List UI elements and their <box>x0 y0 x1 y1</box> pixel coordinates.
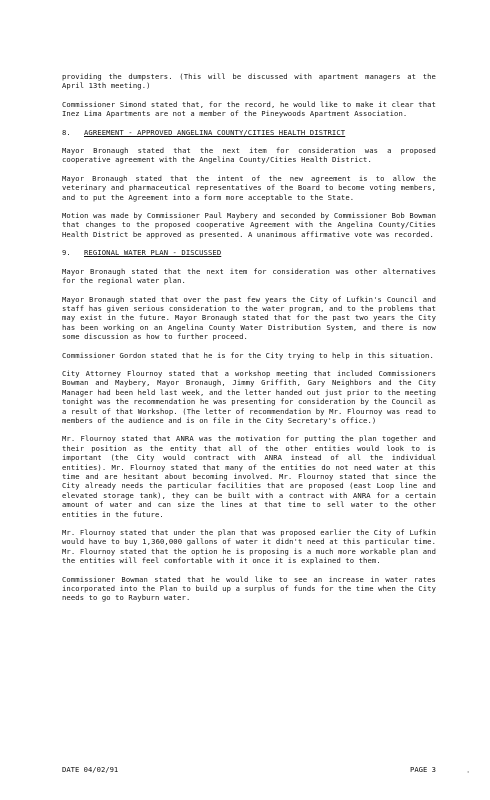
footer-page-number: PAGE 3 <box>410 765 436 774</box>
page-footer <box>62 765 436 774</box>
paragraph: Motion was made by Commissioner Paul Maybery and seconded by Commissioner Bob Bowman that changes to the proposed cooperative Agreement with the Angelina County/Cities Health District be approved as presented. A unanimous affirmative vote was recorded. <box>62 211 436 239</box>
paragraph: Mayor Bronaugh stated that the next item for consideration was other alternatives for the regional water plan. <box>62 266 436 286</box>
section-title: AGREEMENT - APPROVED ANGELINA COUNTY/CITIES HEALTH DISTRICT <box>84 127 346 137</box>
paragraph: Commissioner Bowman stated that he would like to see an increase in water rates incorporated into the Plan to build up a surplus of funds for the time when the City needs to go to Rayburn water. <box>62 574 436 603</box>
footer-date: DATE 04/02/91 <box>62 765 119 774</box>
paragraph: providing the dumpsters. (This will be discussed with apartment managers at the April 13th meeting.) <box>62 72 436 91</box>
paragraph: Commissioner Simond stated that, for the record, he would like to make it clear that Inez Lima Apartments are not a member of the Pineywoods Apartment Association. <box>62 99 436 119</box>
margin-mark: ' <box>466 770 471 778</box>
section-title: REGIONAL WATER PLAN - DISCUSSED <box>84 248 222 258</box>
paragraph: City Attorney Flournoy stated that a workshop meeting that included Commissioners Bowman and Maybery, Mayor Bronaugh, Jimmy Griffith, Gary Neighbors and the City Manager had been held last week, and the letter handed out just prior to the meeting tonight was the recommendation he was presenting for consideration by the Council as a result of that Workshop. (The letter of recommendation by Mr. Flournoy was read to members of the audience and is on file in the City Secretary's office.) <box>62 368 436 425</box>
section-heading-9 <box>62 248 436 257</box>
paragraph: Mayor Bronaugh stated that the next item for consideration was a proposed cooperative agreement with the Angelina County/Cities Health District. <box>62 146 436 165</box>
paragraph: Commissioner Gordon stated that he is for the City trying to help in this situation. <box>62 350 434 360</box>
section-heading-8 <box>62 128 436 137</box>
section-number: 9. <box>62 248 71 258</box>
paragraph: Mr. Flournoy stated that under the plan that was proposed earlier the City of Lufkin would have to buy 1,360,000 gallons of water it didn't need at this particular time. Mr. Flournoy stated that the option he is proposing is a much more workable plan and the entities will feel comfortable with it once it is explained to them. <box>62 528 436 566</box>
paragraph: Mr. Flournoy stated that ANRA was the motivation for putting the plan together and their position as the entity that all of the other entities would look to is important (the City would contract with ANRA instead of all the individual entities). Mr. Flournoy stated that many of the entities do not need water at this time and are hesitant about becoming involved. Mr. Flournoy stated that since the City already needs the particular facilities that are proposed (east Loop line and elevated storage tank), they can be built with a contract with ANRA for a certain amount of water and can size the lines at that time to sell water to the other entities in the future. <box>62 434 436 519</box>
section-number: 8. <box>62 127 71 137</box>
paragraph: Mayor Bronaugh stated that the intent of the new agreement is to allow the veterinary and pharmaceutical representatives of the Board to become voting members, and to put the Agreement into a form more acceptable to the State. <box>62 173 436 202</box>
minutes-page <box>62 72 436 612</box>
paragraph: Mayor Bronaugh stated that over the past few years the City of Lufkin's Council and staff has given serious consideration to the water program, and to the problems that may exist in the future. Mayor Bronaugh stated that for the past two years the City has been working on an Angelina County Water Distribution System, and there is now some discussion as how to further proceed. <box>62 294 436 342</box>
